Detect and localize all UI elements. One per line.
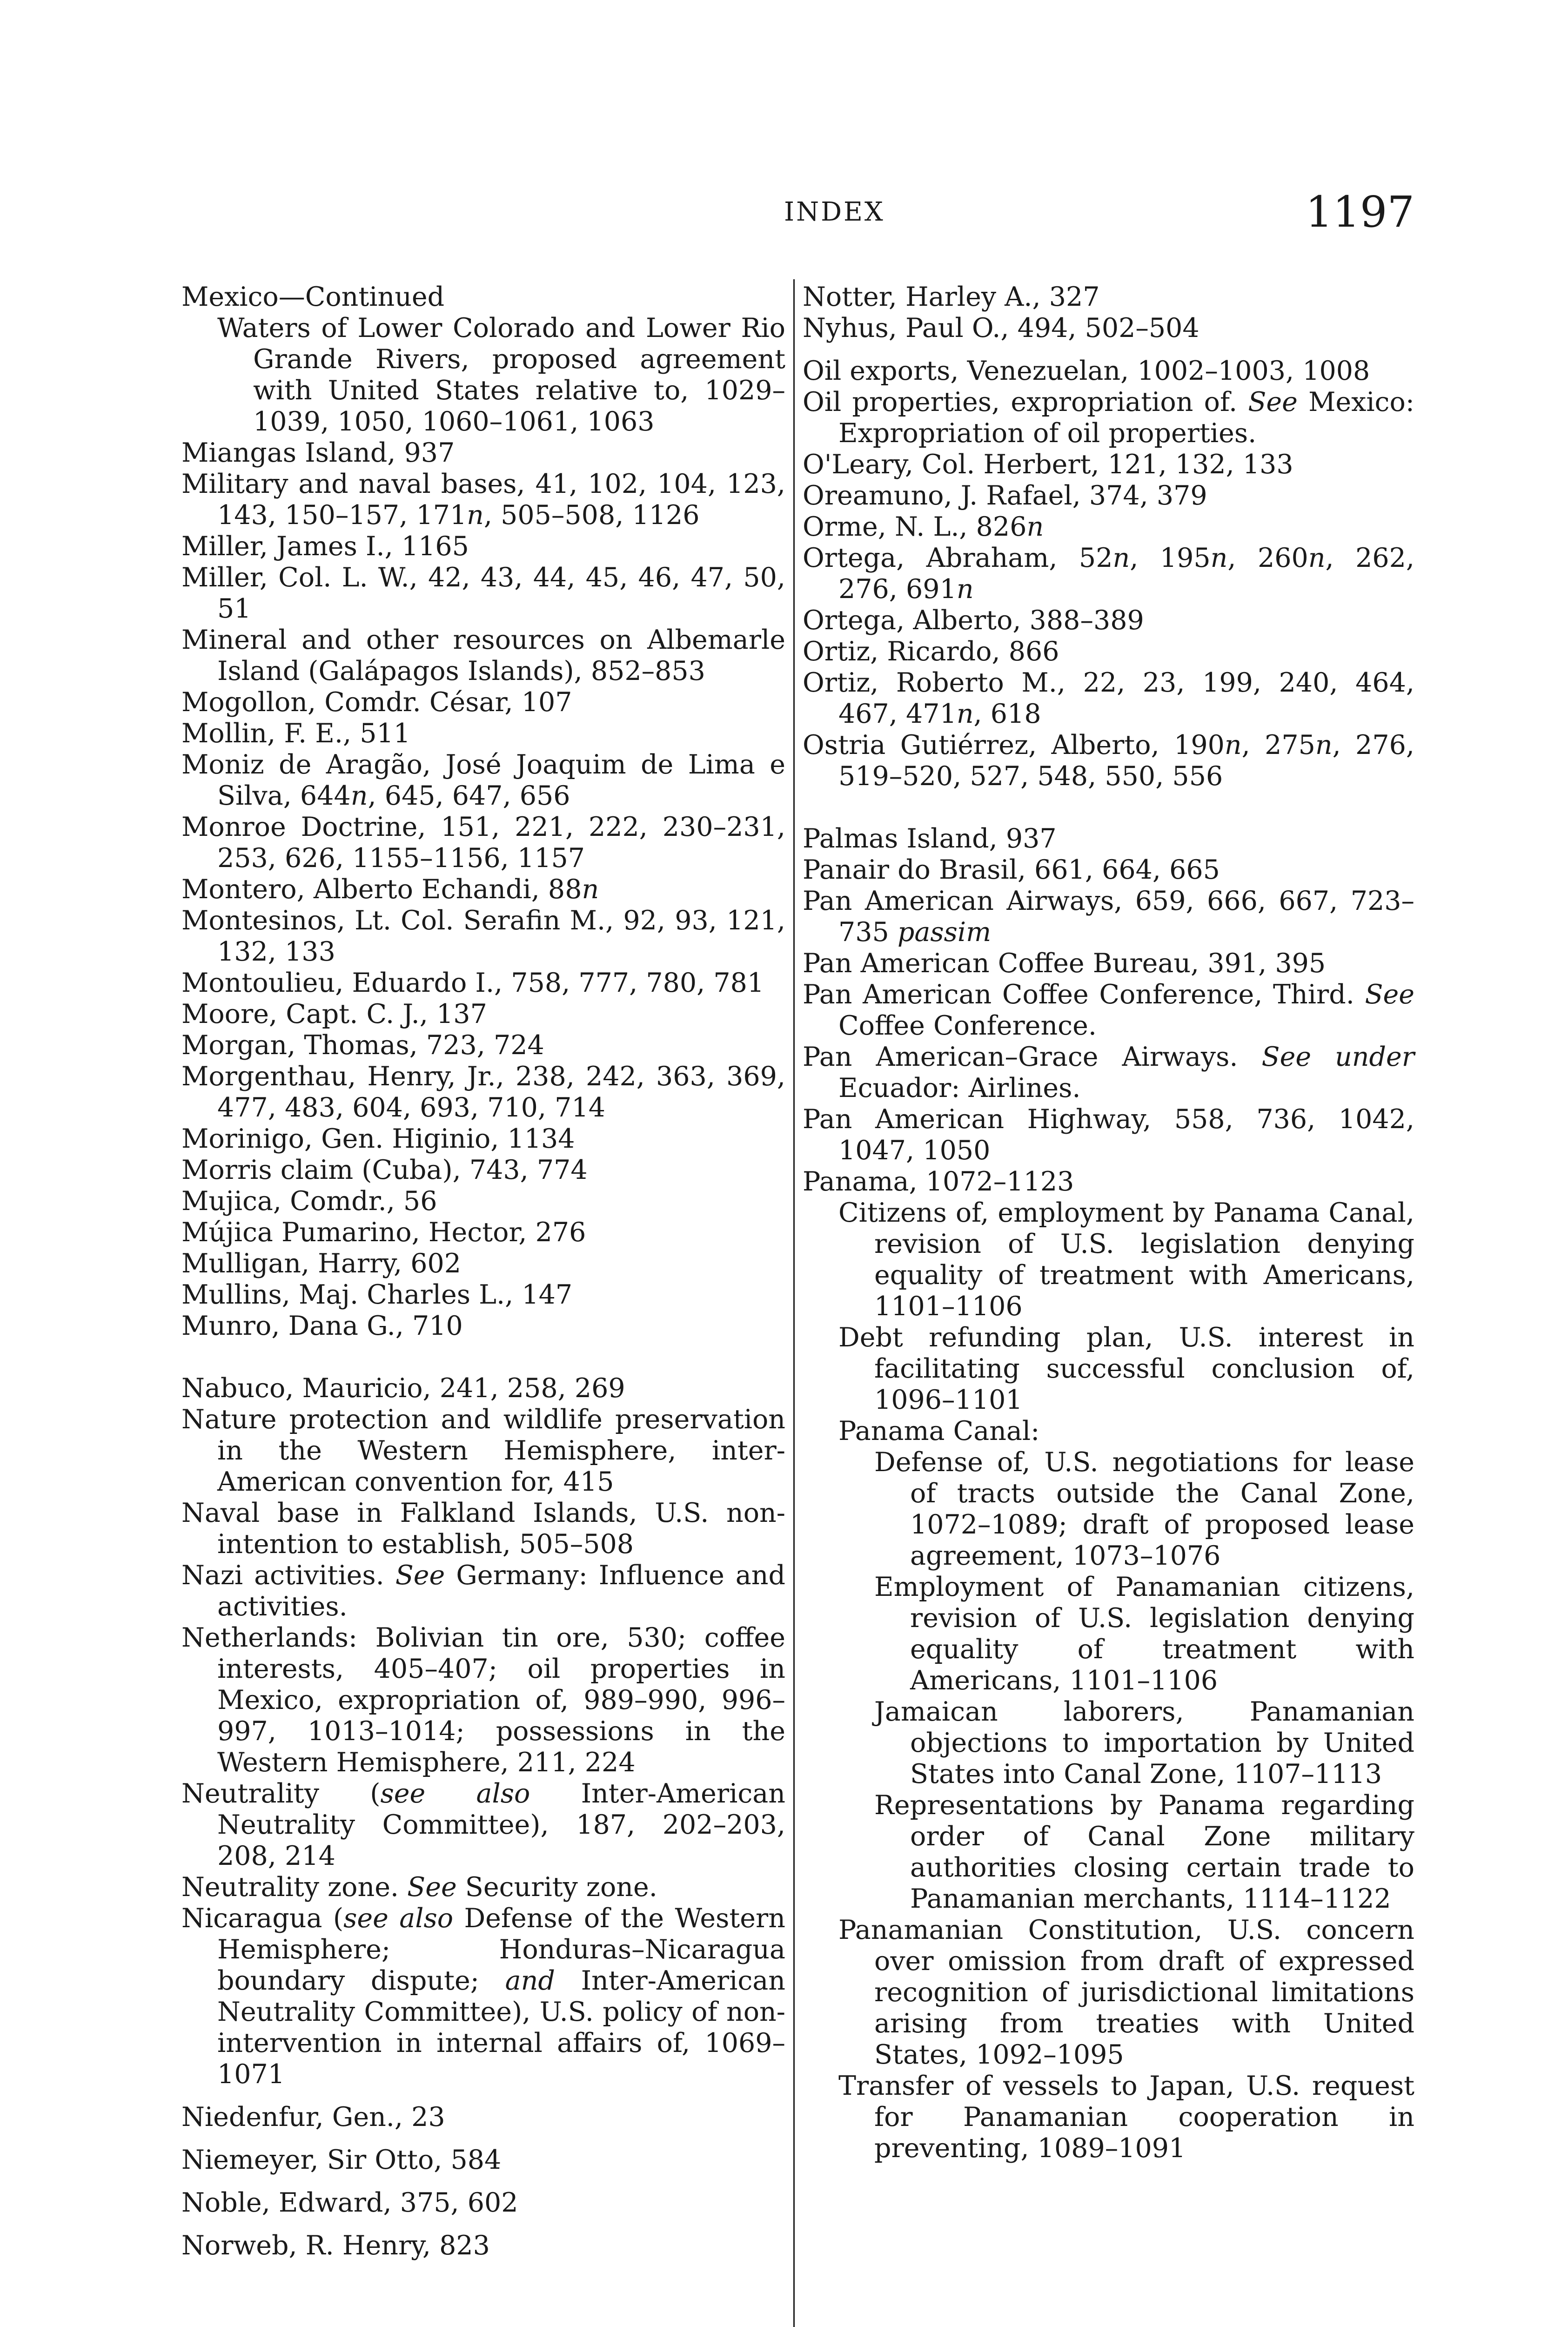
index-entry: Mújica Pumarino, Hector, 276 xyxy=(181,1217,586,1248)
index-subentry: Panama Canal: xyxy=(838,1416,1040,1446)
index-entry: Niedenfur, Gen., 23 xyxy=(181,2102,445,2132)
index-entry: Neutrality zone. See Security zone. xyxy=(181,1872,657,1903)
index-entry: Nabuco, Mauricio, 241, 258, 269 xyxy=(181,1373,625,1404)
index-entry: Nicaragua (see also Defense of the Western Hemisphere; Honduras–Nicaragua boundary dispute; and Inter-American Neutrality Committee), U.S. policy of non-intervention in internal affairs of, 1069–1071 xyxy=(181,1903,785,2090)
index-entry: Ortiz, Roberto M., 22, 23, 199, 240, 464, 467, 471n, 618 xyxy=(803,667,1414,729)
index-entry: Morris claim (Cuba), 743, 774 xyxy=(181,1155,588,1185)
index-entry: Norweb, R. Henry, 823 xyxy=(181,2230,490,2261)
index-entry: Miller, James I., 1165 xyxy=(181,531,469,562)
index-subentry: Representations by Panama regarding order of Canal Zone military authorities closing certain trade to Panamanian merchants, 1114–1122 xyxy=(874,1790,1414,1914)
index-entry: Oreamuno, J. Rafael, 374, 379 xyxy=(803,480,1207,511)
index-entry: Notter, Harley A., 327 xyxy=(803,282,1100,312)
index-entry: Montesinos, Lt. Col. Serafin M., 92, 93, 121, 132, 133 xyxy=(181,905,785,967)
index-subentry: Waters of Lower Colorado and Lower Rio Grande Rivers, proposed agreement with United States relative to, 1029–1039, 1050, 1060–1061, 1063 xyxy=(217,313,785,437)
index-entry: Nazi activities. See Germany: Influence and activities. xyxy=(181,1560,785,1622)
index-entry: Palmas Island, 937 xyxy=(803,823,1057,854)
index-entry: Monroe Doctrine, 151, 221, 222, 230–231, 253, 626, 1155–1156, 1157 xyxy=(181,812,785,874)
index-entry: Pan American–Grace Airways. See under Ecuador: Airlines. xyxy=(803,1042,1414,1103)
index-entry: Munro, Dana G., 710 xyxy=(181,1311,463,1341)
index-entry: Neutrality (see also Inter-American Neutrality Committee), 187, 202–203, 208, 214 xyxy=(181,1778,785,1871)
index-entry: Miangas Island, 937 xyxy=(181,437,455,468)
index-entry: Oil properties, expropriation of. See Mexico: Expropriation of oil properties. xyxy=(803,387,1414,449)
index-entry: Mulligan, Harry, 602 xyxy=(181,1248,462,1279)
index-entry: Morgan, Thomas, 723, 724 xyxy=(181,1030,544,1061)
index-entry: Montero, Alberto Echandi, 88n xyxy=(181,874,599,905)
index-entry: O'Leary, Col. Herbert, 121, 132, 133 xyxy=(803,449,1293,480)
index-entry: Orme, N. L., 826n xyxy=(803,511,1044,542)
index-subentry: Jamaican laborers, Panamanian objections to importation by United States into Canal Zone, 1107–1113 xyxy=(874,1696,1414,1789)
index-entry: Panama, 1072–1123 xyxy=(803,1166,1074,1197)
index-entry: Mineral and other resources on Albemarle Island (Galápagos Islands), 852–853 xyxy=(181,625,785,686)
index-entry: Mullins, Maj. Charles L., 147 xyxy=(181,1279,573,1310)
index-entry: Mollin, F. E., 511 xyxy=(181,718,410,749)
index-entry: Moore, Capt. C. J., 137 xyxy=(181,999,487,1029)
index-column-left xyxy=(181,282,785,2261)
index-entry: Mexico—Continued xyxy=(181,282,445,312)
running-head: INDEX xyxy=(784,197,885,227)
index-subentry: Citizens of, employment by Panama Canal, revision of U.S. legislation denying equality of treatment with Americans, 1101–1106 xyxy=(838,1197,1414,1322)
index-entry: Military and naval bases, 41, 102, 104, 123, 143, 150–157, 171n, 505–508, 1126 xyxy=(181,469,785,531)
index-entry: Niemeyer, Sir Otto, 584 xyxy=(181,2145,502,2175)
index-entry: Morinigo, Gen. Higinio, 1134 xyxy=(181,1123,575,1154)
index-subentry: Panamanian Constitution, U.S. concern over omission from draft of expressed recognition of jurisdictional limitations arising from treaties with United States, 1092–1095 xyxy=(838,1915,1414,2070)
index-entry: Ortega, Alberto, 388–389 xyxy=(803,605,1144,636)
index-entry: Nature protection and wildlife preservation in the Western Hemisphere, inter-American convention for, 415 xyxy=(181,1404,785,1497)
index-entry: Montoulieu, Eduardo I., 758, 777, 780, 781 xyxy=(181,968,764,998)
index-entry: Nyhus, Paul O., 494, 502–504 xyxy=(803,313,1199,343)
index-entry: Noble, Edward, 375, 602 xyxy=(181,2187,518,2218)
index-entry: Ortiz, Ricardo, 866 xyxy=(803,636,1059,667)
index-subentry: Defense of, U.S. negotiations for lease of tracts outside the Canal Zone, 1072–1089; draft of proposed lease agreement, 1073–1076 xyxy=(874,1447,1414,1571)
column-divider xyxy=(793,279,795,2327)
index-entry: Morgenthau, Henry, Jr., 238, 242, 363, 369, 477, 483, 604, 693, 710, 714 xyxy=(181,1061,785,1123)
index-entry: Netherlands: Bolivian tin ore, 530; coffee interests, 405–407; oil properties in Mexico, expropriation of, 989–990, 996–997, 1013–1014; possessions in the Western Hemisphere, 211, 224 xyxy=(181,1622,785,1778)
index-subentry: Transfer of vessels to Japan, U.S. request for Panamanian cooperation in preventing, 1089–1091 xyxy=(838,2071,1414,2164)
page-number: 1197 xyxy=(1305,187,1414,237)
index-entry: Naval base in Falkland Islands, U.S. non-intention to establish, 505–508 xyxy=(181,1498,785,1560)
index-entry: Moniz de Aragão, José Joaquim de Lima e Silva, 644n, 645, 647, 656 xyxy=(181,749,785,811)
index-entry: Pan American Coffee Bureau, 391, 395 xyxy=(803,948,1326,979)
page-header xyxy=(181,187,1414,242)
index-entry: Miller, Col. L. W., 42, 43, 44, 45, 46, 47, 50, 51 xyxy=(181,562,785,624)
index-entry: Panair do Brasil, 661, 664, 665 xyxy=(803,854,1220,885)
index-entry: Pan American Coffee Conference, Third. See Coffee Conference. xyxy=(803,979,1414,1041)
index-entry: Oil exports, Venezuelan, 1002–1003, 1008 xyxy=(803,356,1370,386)
index-entry: Ortega, Abraham, 52n, 195n, 260n, 262, 276, 691n xyxy=(803,543,1414,605)
index-column-right xyxy=(803,282,1414,2164)
index-entry: Mujica, Comdr., 56 xyxy=(181,1186,437,1217)
index-entry: Mogollon, Comdr. César, 107 xyxy=(181,687,572,718)
index-entry: Pan American Airways, 659, 666, 667, 723–735 passim xyxy=(803,886,1414,948)
index-entry: Ostria Gutiérrez, Alberto, 190n, 275n, 276, 519–520, 527, 548, 550, 556 xyxy=(803,730,1414,792)
index-entry: Pan American Highway, 558, 736, 1042, 1047, 1050 xyxy=(803,1104,1414,1166)
index-subentry: Debt refunding plan, U.S. interest in facilitating successful conclusion of, 1096–1101 xyxy=(838,1322,1414,1415)
index-subentry: Employment of Panamanian citizens, revision of U.S. legislation denying equality of treatment with Americans, 1101–1106 xyxy=(874,1572,1414,1696)
